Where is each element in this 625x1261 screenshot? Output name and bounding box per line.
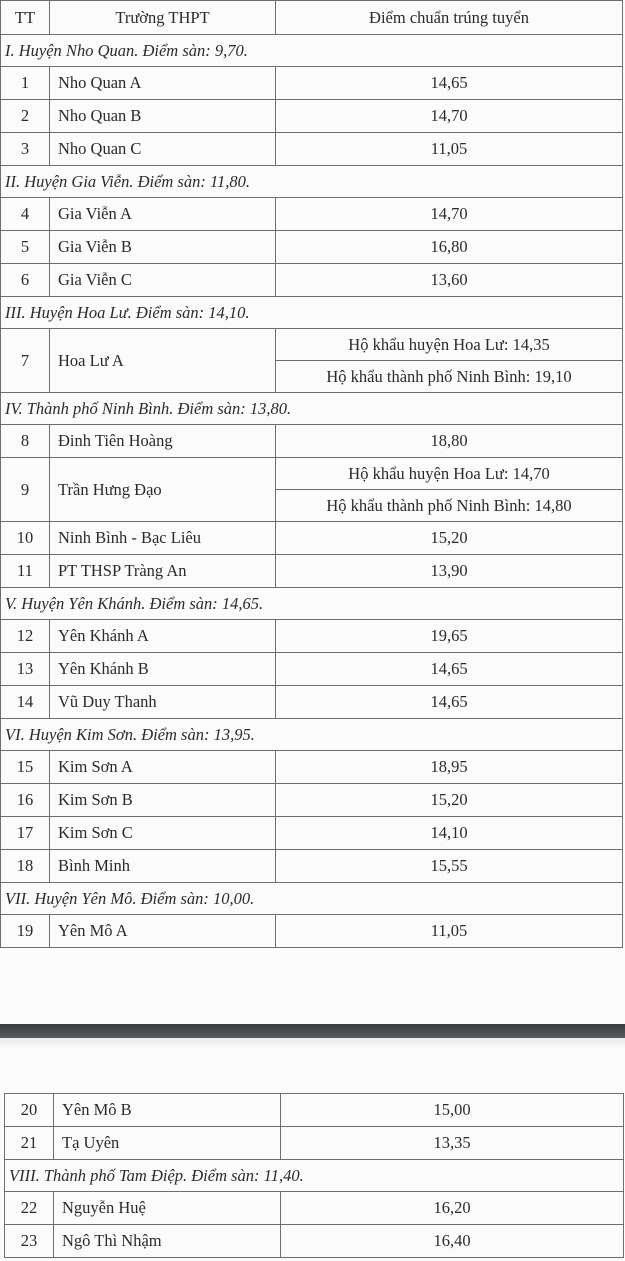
row-tt: 14 bbox=[1, 686, 50, 719]
table-row bbox=[1, 133, 623, 166]
row-tt: 12 bbox=[1, 620, 50, 653]
row-score: 11,05 bbox=[276, 915, 623, 948]
row-school: Kim Sơn A bbox=[50, 751, 276, 784]
row-school: Yên Mô B bbox=[54, 1094, 281, 1127]
row-score: 11,05 bbox=[276, 133, 623, 166]
row-score: 15,55 bbox=[276, 850, 623, 883]
table-row bbox=[1, 329, 623, 361]
row-tt: 21 bbox=[5, 1127, 54, 1160]
header-school: Trường THPT bbox=[50, 1, 276, 35]
table-row bbox=[1, 264, 623, 297]
row-score: 14,65 bbox=[276, 67, 623, 100]
row-school: Đinh Tiên Hoàng bbox=[50, 425, 276, 458]
row-score: 15,20 bbox=[276, 522, 623, 555]
row-score: 16,80 bbox=[276, 231, 623, 264]
row-score: 15,20 bbox=[276, 784, 623, 817]
row-school: Nho Quan C bbox=[50, 133, 276, 166]
table-row bbox=[1, 425, 623, 458]
row-score: 14,65 bbox=[276, 653, 623, 686]
row-school: Nho Quan B bbox=[50, 100, 276, 133]
row-school: Nho Quan A bbox=[50, 67, 276, 100]
table-row bbox=[1, 458, 623, 490]
row-school: Kim Sơn C bbox=[50, 817, 276, 850]
row-tt: 23 bbox=[5, 1225, 54, 1258]
row-score-residence-hoalu: Hộ khẩu huyện Hoa Lư: 14,70 bbox=[276, 458, 623, 490]
row-score: 13,60 bbox=[276, 264, 623, 297]
row-tt: 16 bbox=[1, 784, 50, 817]
row-tt: 1 bbox=[1, 67, 50, 100]
page-divider-shadow bbox=[0, 1038, 625, 1048]
table-row bbox=[1, 522, 623, 555]
table-row bbox=[1, 817, 623, 850]
row-tt: 7 bbox=[1, 329, 50, 393]
table-row bbox=[1, 653, 623, 686]
section-row bbox=[1, 166, 623, 198]
section-title: VIII. Thành phố Tam Điệp. Điểm sàn: 11,40. bbox=[5, 1160, 624, 1192]
row-score: 14,65 bbox=[276, 686, 623, 719]
row-score-residence-ninhbinh: Hộ khẩu thành phố Ninh Bình: 14,80 bbox=[276, 490, 623, 522]
row-score: 15,00 bbox=[281, 1094, 624, 1127]
row-school: Kim Sơn B bbox=[50, 784, 276, 817]
row-school: Gia Viễn A bbox=[50, 198, 276, 231]
section-row bbox=[1, 719, 623, 751]
section-row bbox=[1, 35, 623, 67]
table-header bbox=[1, 1, 623, 35]
table-row bbox=[1, 67, 623, 100]
section-row bbox=[1, 297, 623, 329]
row-tt: 20 bbox=[5, 1094, 54, 1127]
header-tt: TT bbox=[1, 1, 50, 35]
table-row bbox=[1, 198, 623, 231]
row-tt: 5 bbox=[1, 231, 50, 264]
table-row bbox=[1, 620, 623, 653]
row-tt: 4 bbox=[1, 198, 50, 231]
table-row bbox=[5, 1127, 624, 1160]
row-school: Gia Viễn B bbox=[50, 231, 276, 264]
table-row bbox=[5, 1094, 624, 1127]
section-title: V. Huyện Yên Khánh. Điểm sàn: 14,65. bbox=[1, 588, 623, 620]
row-tt: 8 bbox=[1, 425, 50, 458]
row-score: 18,80 bbox=[276, 425, 623, 458]
row-score: 19,65 bbox=[276, 620, 623, 653]
row-school: Yên Khánh A bbox=[50, 620, 276, 653]
table-row bbox=[1, 784, 623, 817]
row-school: Hoa Lư A bbox=[50, 329, 276, 393]
page-divider-bar bbox=[0, 1024, 625, 1038]
table-row bbox=[1, 100, 623, 133]
table-row bbox=[1, 751, 623, 784]
table-row bbox=[1, 231, 623, 264]
row-tt: 19 bbox=[1, 915, 50, 948]
table-row bbox=[1, 555, 623, 588]
table-row bbox=[1, 850, 623, 883]
row-school: PT THSP Tràng An bbox=[50, 555, 276, 588]
row-tt: 13 bbox=[1, 653, 50, 686]
row-tt: 2 bbox=[1, 100, 50, 133]
row-school: Yên Khánh B bbox=[50, 653, 276, 686]
row-tt: 6 bbox=[1, 264, 50, 297]
row-score: 14,10 bbox=[276, 817, 623, 850]
section-title: IV. Thành phố Ninh Bình. Điểm sàn: 13,80. bbox=[1, 393, 623, 425]
row-school: Nguyễn Huệ bbox=[54, 1192, 281, 1225]
row-score: 18,95 bbox=[276, 751, 623, 784]
section-title: VII. Huyện Yên Mô. Điểm sàn: 10,00. bbox=[1, 883, 623, 915]
section-title: III. Huyện Hoa Lư. Điểm sàn: 14,10. bbox=[1, 297, 623, 329]
row-tt: 3 bbox=[1, 133, 50, 166]
row-tt: 10 bbox=[1, 522, 50, 555]
row-school: Vũ Duy Thanh bbox=[50, 686, 276, 719]
row-score: 14,70 bbox=[276, 198, 623, 231]
row-tt: 22 bbox=[5, 1192, 54, 1225]
row-tt: 18 bbox=[1, 850, 50, 883]
row-school: Tạ Uyên bbox=[54, 1127, 281, 1160]
row-score: 14,70 bbox=[276, 100, 623, 133]
header-score: Điểm chuẩn trúng tuyển bbox=[276, 1, 623, 35]
row-score: 13,35 bbox=[281, 1127, 624, 1160]
row-tt: 11 bbox=[1, 555, 50, 588]
section-row bbox=[1, 588, 623, 620]
row-score-residence-hoalu: Hộ khẩu huyện Hoa Lư: 14,35 bbox=[276, 329, 623, 361]
row-score: 13,90 bbox=[276, 555, 623, 588]
row-tt: 15 bbox=[1, 751, 50, 784]
table-row bbox=[1, 915, 623, 948]
table-row bbox=[1, 686, 623, 719]
row-school: Bình Minh bbox=[50, 850, 276, 883]
row-school: Yên Mô A bbox=[50, 915, 276, 948]
row-school: Ngô Thì Nhậm bbox=[54, 1225, 281, 1258]
section-title: VI. Huyện Kim Sơn. Điểm sàn: 13,95. bbox=[1, 719, 623, 751]
section-row bbox=[1, 393, 623, 425]
row-tt: 17 bbox=[1, 817, 50, 850]
section-title: I. Huyện Nho Quan. Điểm sàn: 9,70. bbox=[1, 35, 623, 67]
table-row bbox=[5, 1192, 624, 1225]
row-score: 16,20 bbox=[281, 1192, 624, 1225]
admission-score-table-continued bbox=[4, 1093, 624, 1258]
section-title: II. Huyện Gia Viễn. Điểm sàn: 11,80. bbox=[1, 166, 623, 198]
row-score: 16,40 bbox=[281, 1225, 624, 1258]
row-tt: 9 bbox=[1, 458, 50, 522]
row-score-residence-ninhbinh: Hộ khẩu thành phố Ninh Bình: 19,10 bbox=[276, 361, 623, 393]
table-row bbox=[5, 1225, 624, 1258]
section-row bbox=[5, 1160, 624, 1192]
row-school: Gia Viễn C bbox=[50, 264, 276, 297]
row-school: Trần Hưng Đạo bbox=[50, 458, 276, 522]
row-school: Ninh Bình - Bạc Liêu bbox=[50, 522, 276, 555]
section-row bbox=[1, 883, 623, 915]
